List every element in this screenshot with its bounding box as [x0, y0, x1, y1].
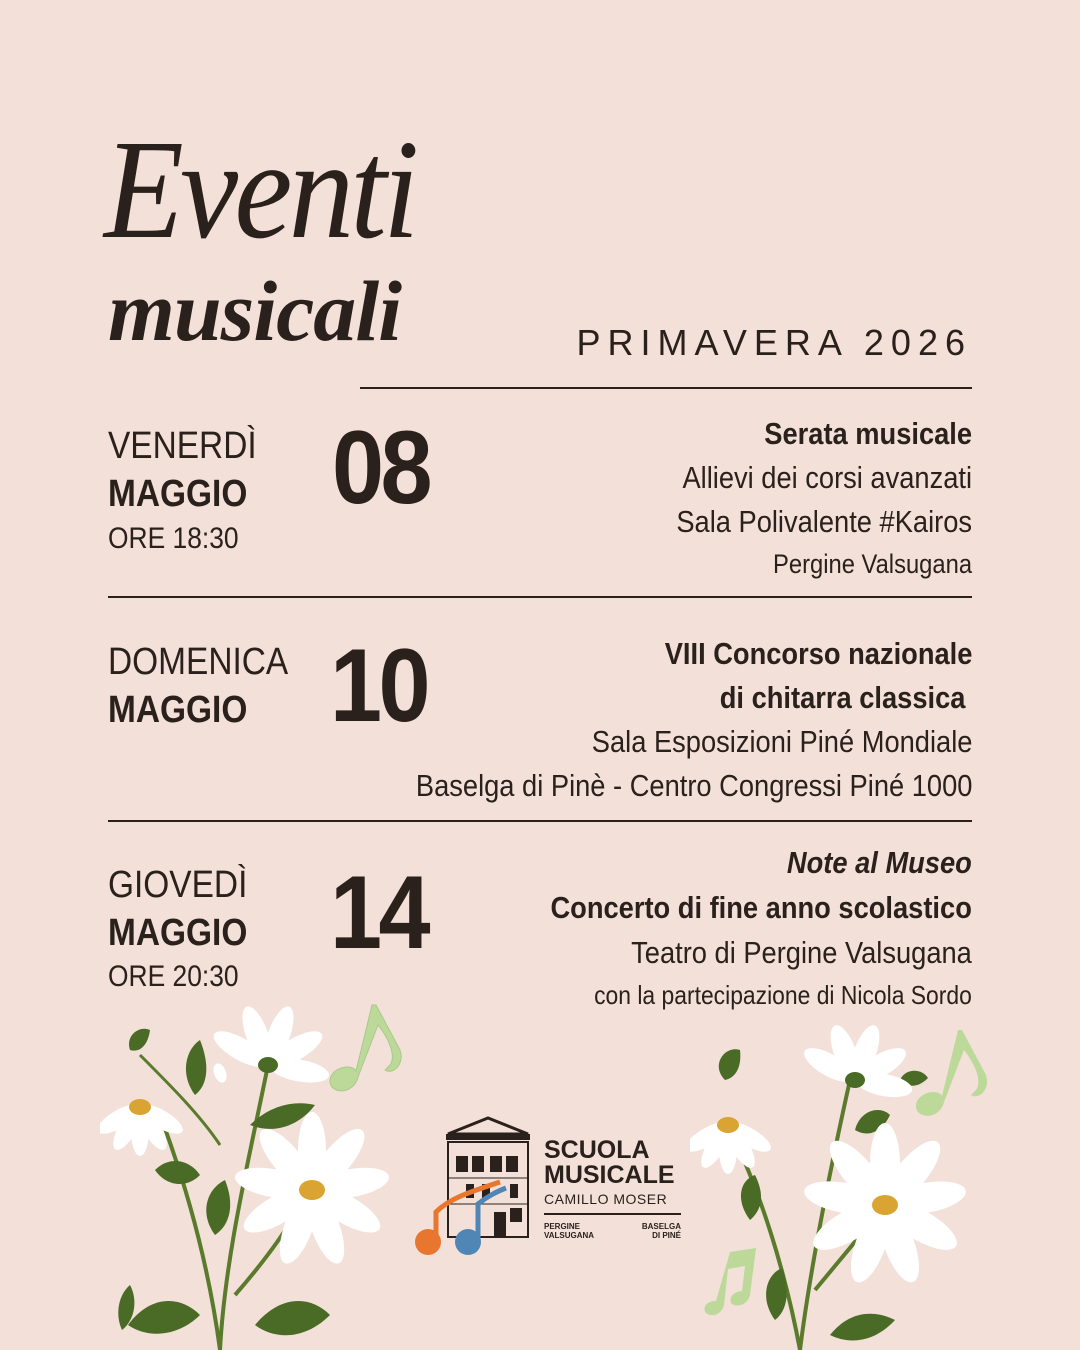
event-3-day: 14 [330, 855, 427, 971]
music-note-left [330, 1005, 401, 1091]
event-1-venue: Sala Polivalente #Kairos [676, 504, 972, 539]
logo-divider [544, 1213, 681, 1215]
logo-subtitle: CAMILLO MOSER [544, 1191, 668, 1207]
event-1-time: ORE 18:30 [108, 522, 239, 555]
music-note-right [916, 1030, 987, 1116]
event-1-month: MAGGIO [108, 473, 248, 515]
title-eventi: Eventi [104, 110, 416, 268]
logo-name: SCUOLA MUSICALE [544, 1136, 675, 1189]
event-2-details [340, 632, 972, 808]
title-musicali: musicali [108, 263, 402, 359]
building-icon [410, 1112, 540, 1262]
event-1-title: Serata musicale [764, 416, 972, 451]
event-2-title: VIII Concorso nazionale [664, 636, 972, 671]
school-logo [410, 1112, 690, 1262]
event-3-title: Concerto di fine anno scolastico [550, 890, 972, 925]
event-1-weekday: VENERDÌ [108, 425, 257, 467]
music-note-small [704, 1248, 756, 1315]
event-1-day: 08 [332, 410, 429, 526]
divider-1 [108, 596, 972, 598]
event-1-city: Pergine Valsugana [772, 549, 972, 579]
event-3-series: Note al Museo [787, 845, 972, 880]
event-3-weekday: GIOVEDÌ [108, 864, 248, 906]
event-2-city: Baselga di Pinè - Centro Congressi Piné 1000 [415, 768, 972, 803]
event-3-details [493, 840, 972, 1015]
event-3-venue: Teatro di Pergine Valsugana [631, 935, 972, 970]
logo-location-right: BASELGA DI PINÉ [641, 1222, 681, 1240]
event-1-details [636, 412, 972, 584]
divider-2 [108, 820, 972, 822]
logo-location-left: PERGINE VALSUGANA [544, 1222, 595, 1240]
event-2-day: 10 [330, 628, 427, 744]
divider-top [360, 387, 972, 389]
event-2-venue: Sala Esposizioni Piné Mondiale [591, 724, 972, 759]
event-1-line-2: Allievi dei corsi avanzati [682, 460, 972, 495]
flowers-right-illustration [690, 1020, 1010, 1350]
season-label: PRIMAVERA 2026 [576, 322, 972, 363]
event-3-month: MAGGIO [108, 912, 248, 954]
flowers-left-illustration [100, 995, 420, 1350]
event-2-month: MAGGIO [108, 689, 248, 731]
event-2-title-2: di chitarra classica [719, 680, 965, 715]
event-3-guest: con la partecipazione di Nicola Sordo [594, 980, 972, 1010]
event-3-time: ORE 20:30 [108, 960, 239, 993]
event-2-weekday: DOMENICA [108, 641, 289, 683]
